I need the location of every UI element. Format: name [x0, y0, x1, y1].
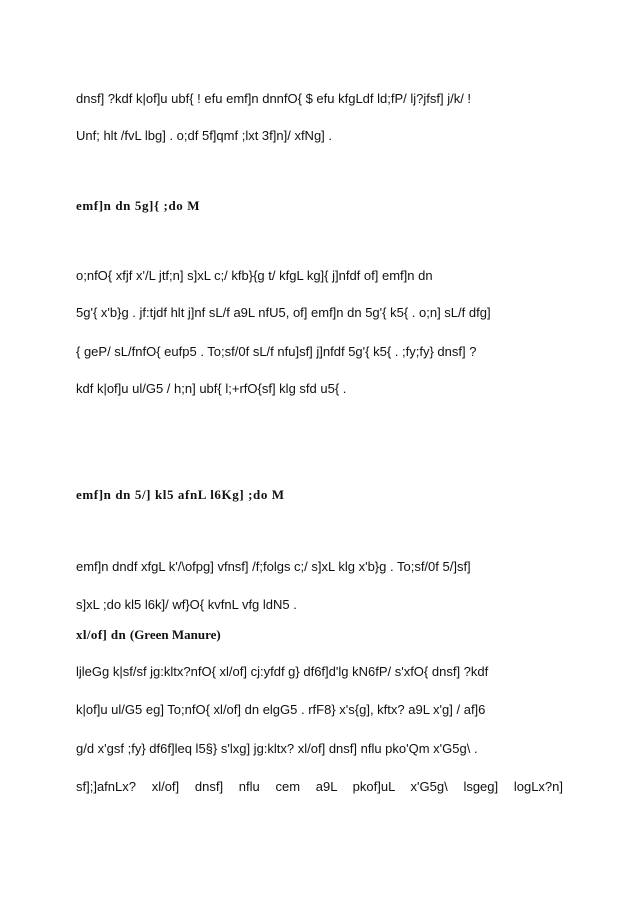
section-heading-2: emf]n dn 5/] kl5 afnL l6Kg] ;do M	[76, 487, 285, 502]
paragraph-3-line-1: emf]n dndf xfgL k'/\ofpg] vfnsf] /f;folgs c;/ s]xL klg x'b}g . To;sf/0f 5/]sf]	[76, 559, 471, 574]
paragraph-4-line-2: k|of]u ul/G5 eg] To;nfO{ xl/of] dn elgG5 . rfF8} x's{g], kftx? a9L x'g] / af]6	[76, 702, 486, 717]
paragraph-2-line-4: kdf k|of]u ul/G5 / h;n] ubf{ l;+rfO{sf] klg sfd u5{ .	[76, 381, 347, 396]
paragraph-1-line-1: dnsf] ?kdf k|of]u ubf{ ! efu emf]n dnnfO{ $ efu kfgLdf ld;fP/ lj?jfsf] j/k/ !	[76, 91, 472, 106]
paragraph-1-line-2: Unf; hlt /fvL lbg] . o;df 5f]qmf ;lxt 3f]n]/ xfNg] .	[76, 128, 333, 143]
paragraph-2-line-3: { geP/ sL/fnfO{ eufp5 . To;sf/0f sL/f nfu]sf] j]nfdf 5g'{ k5{ . ;fy;fy} dnsf] ?	[76, 344, 477, 359]
section-heading-3-main: xl/of] dn	[76, 627, 127, 642]
section-heading-3	[76, 627, 221, 643]
paragraph-4-line-3: g/d x'gsf ;fy} df6f]leq l5§} s'lxg] jg:kltx? xl/of] dnsf] nflu pko'Qm x'G5g\ .	[76, 741, 478, 756]
section-heading-1: emf]n dn 5g]{ ;do M	[76, 198, 201, 213]
paragraph-2-line-2: 5g'{ x'b}g . jf:tjdf hlt j]nf sL/f a9L nfU5, of] emf]n dn 5g'{ k5{ . o;n] sL/f dfg]	[76, 305, 491, 320]
paragraph-2-line-1: o;nfO{ xfjf x'/L jtf;n] s]xL c;/ kfb}{g t/ kfgL kg]{ j]nfdf of] emf]n dn	[76, 268, 433, 283]
paragraph-4-line-4: sf];]afnLx? xl/of] dnsf] nflu cem a9L pkof]uL x'G5g\ lsgeg] logLx?n]	[76, 779, 563, 794]
paragraph-3-line-2: s]xL ;do kl5 l6k]/ wf}O{ kvfnL vfg ldN5 .	[76, 597, 297, 612]
paragraph-4-line-1: ljleGg k|sf/sf jg:kltx?nfO{ xl/of] cj:yfdf g} df6f]d'lg kN6fP/ s'xfO{ dnsf] ?kdf	[76, 664, 489, 679]
section-heading-3-english: (Green Manure)	[129, 627, 221, 642]
